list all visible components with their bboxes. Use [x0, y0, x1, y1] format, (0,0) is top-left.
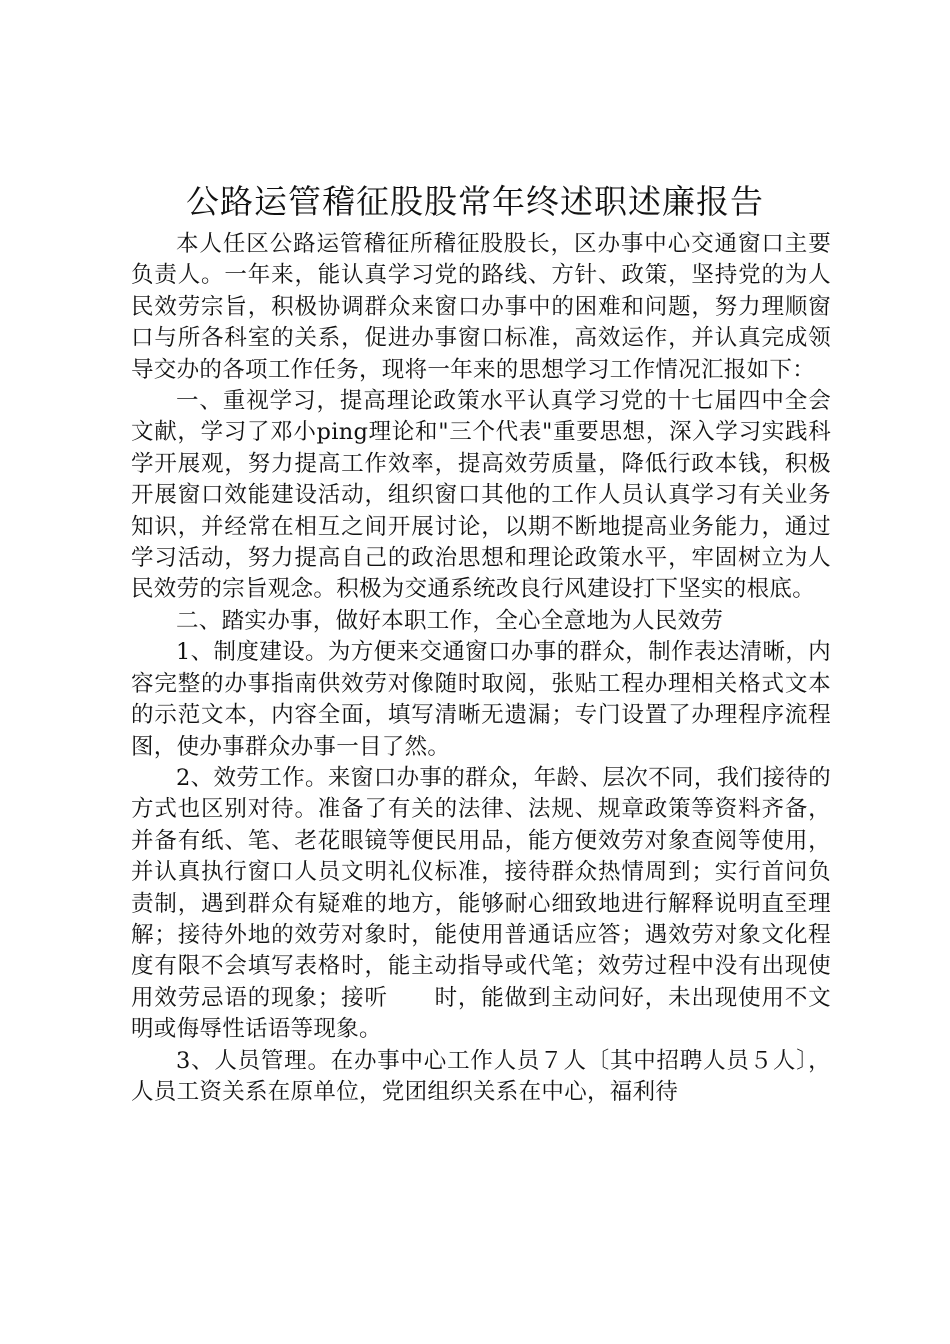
paragraph-service-work: 2、效劳工作。来窗口办事的群众，年龄、层次不同，我们接待的方式也区别对待。准备了有关的法律、法规、规章政策等资料齐备，并备有纸、笔、老花眼镜等便民用品，能方便效劳对象查阅等使用，并认真执行窗口人员文明礼仪标准，接待群众热情周到；实行首问负责制，遇到群众有疑难的地方，能够耐心细致地进行解释说明直至理解；接待外地的效劳对象时，能使用普通话应答；遇效劳对象文化程度有限不会填写表格时，能主动指导或代笔；效劳过程中没有出现使用效劳忌语的现象；接听 时，能做到主动问好，未出现使用不文明或侮辱性话语等现象。 — [131, 764, 831, 1043]
document-body — [131, 229, 831, 1108]
paragraph-study: 一、重视学习，提高理论政策水平认真学习党的十七届四中全会文献，学习了邓小ping理论和"三个代表"重要思想，深入学习实践科学开展观，努力提高工作效率，提高效劳质量，降低行政本钱，积极开展窗口效能建设活动，组织窗口其他的工作人员认真学习有关业务知识，并经常在相互之间开展讨论，以期不断地提高业务能力，通过学习活动，努力提高自己的政治思想和理论政策水平，牢固树立为人民效劳的宗旨观念。积极为交通系统改良行风建设打下坚实的根底。 — [131, 388, 831, 603]
document-title: 公路运管稽征股股常年终述职述廉报告 — [186, 182, 764, 221]
paragraph-staff-management: 3、人员管理。在办事中心工作人员７人〔其中招聘人员５人〕，人员工资关系在原单位，党团组织关系在中心，福利待 — [131, 1047, 831, 1105]
paragraph-intro: 本人任区公路运管稽征所稽征股股长，区办事中心交通窗口主要负责人。一年来，能认真学习党的路线、方针、政策，坚持党的为人民效劳宗旨，积极协调群众来窗口办事中的困难和问题，努力理顺窗口与所各科室的关系，促进办事窗口标准，高效运作，并认真完成领导交办的各项工作任务，现将一年来的思想学习工作情况汇报如下： — [131, 231, 831, 383]
paragraph-section-two-heading: 二、踏实办事，做好本职工作，全心全意地为人民效劳 — [176, 607, 724, 634]
paragraph-system-building: 1、制度建设。为方便来交通窗口办事的群众，制作表达清晰，内容完整的办事指南供效劳对像随时取阅，张贴工程办理相关格式文本的示范文本，内容全面，填写清晰无遗漏；专门设置了办理程序流程图，使办事群众办事一目了然。 — [131, 639, 831, 760]
